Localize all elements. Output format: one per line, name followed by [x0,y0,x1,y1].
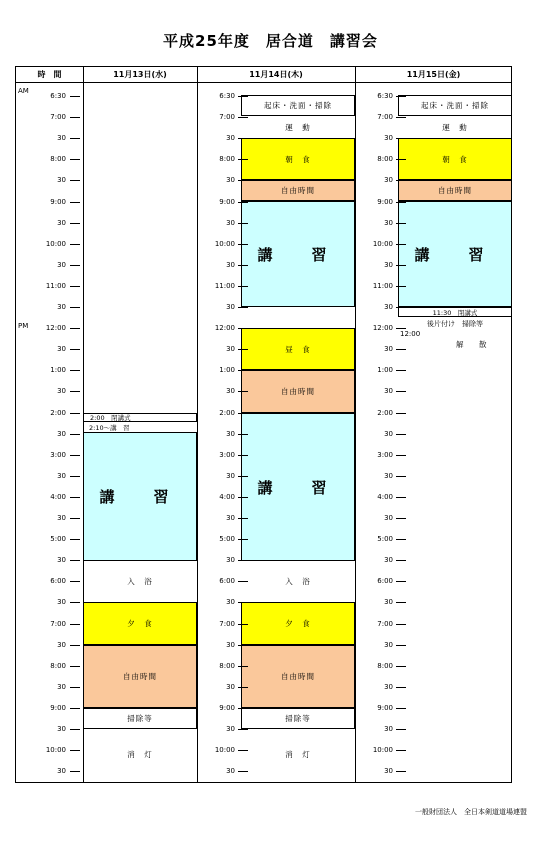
time-tick-label: 30 [57,598,66,607]
time-tick-mark [70,581,80,582]
day2-free-time-pm: 自由時間 [241,370,355,413]
time-tick-label: 9:00 [219,703,235,712]
day3-closing-ceremony: 11:30 閉講式 [398,307,512,317]
time-tick-mark [396,518,406,519]
time-tick-label: 10:00 [214,239,235,248]
time-tick-label: 30 [226,767,235,776]
time-tick-label: 12:00 [45,324,66,333]
time-tick-mark [70,771,80,772]
time-tick-mark [238,202,248,203]
time-tick-label: 30 [57,725,66,733]
time-tick-label: 7:00 [377,113,393,122]
time-tick-mark [238,349,248,350]
time-tick-label: 30 [384,514,393,522]
time-tick-label: 2:00 [219,408,235,417]
time-tick-label: 30 [57,260,66,269]
time-tick-label: 30 [384,767,393,776]
time-tick-label: 5:00 [219,535,235,544]
time-tick-mark [238,518,248,519]
day-header-2: 11月14日(木) [197,67,355,83]
time-tick-mark [70,202,80,203]
time-tick-label: 2:00 [377,408,393,417]
time-tick-label: 6:00 [377,577,393,586]
time-tick-label: 30 [384,345,393,354]
day1-lights-out: 消 灯 [127,750,153,759]
time-tick-mark [70,180,80,181]
day2-lights-out: 消 灯 [285,750,311,759]
day1-cleaning: 掃除等 [83,708,197,729]
time-tick-mark [396,581,406,582]
footer-organization: 一般財団法人 全日本剣道道場連盟 [415,808,527,816]
time-tick-mark [396,750,406,751]
time-tick-label: 30 [57,514,66,522]
time-tick-label: 8:00 [219,661,235,670]
time-tick-label: 30 [57,345,66,354]
time-tick-mark [238,666,248,667]
time-tick-mark [396,370,406,371]
time-tick-mark [396,476,406,477]
day1-free-time: 自由時間 [83,645,197,708]
time-tick-label: 30 [57,682,66,691]
time-tick-mark [238,729,248,730]
time-tick-mark [396,138,406,139]
time-tick-label: 30 [384,387,393,396]
time-tick-label: 12:00 [214,324,235,333]
day2-lunch: 昼 食 [241,328,355,370]
day2-dinner: 夕 食 [241,602,355,645]
time-tick-mark [396,602,406,603]
time-tick-label: 30 [384,134,393,143]
time-tick-mark [238,434,248,435]
time-tick-label: 10:00 [372,239,393,248]
am-label: AM [18,87,29,95]
time-tick-mark [70,666,80,667]
time-tick-mark [70,602,80,603]
time-tick-mark [70,138,80,139]
day2-breakfast: 朝 食 [241,138,355,180]
day-header-3: 11月15日(金) [355,67,512,83]
time-tick-mark [70,244,80,245]
page-title: 平成25年度 居合道 講習会 [163,32,378,50]
time-tick-label: 1:00 [377,366,393,375]
time-tick-label: 7:00 [50,113,66,122]
time-tick-mark [70,687,80,688]
time-tick-label: 6:30 [50,92,66,100]
time-tick-mark [70,307,80,308]
time-tick-label: 9:00 [50,703,66,712]
time-tick-mark [396,539,406,540]
time-tick-label: 7:00 [50,619,66,628]
time-tick-mark [396,666,406,667]
day2-lecture-am: 講 習 [241,201,355,307]
pm-label: PM [18,322,29,330]
time-tick-label: 6:00 [219,577,235,586]
day2-bath: 入 浴 [285,577,311,586]
time-tick-mark [396,244,406,245]
time-tick-mark [396,223,406,224]
time-tick-mark [70,117,80,118]
time-tick-label: 8:00 [377,661,393,670]
time-tick-label: 8:00 [219,155,235,164]
time-tick-mark [238,286,248,287]
day-header-1: 11月13日(水) [83,67,197,83]
day2-free-time-evening: 自由時間 [241,645,355,708]
time-tick-mark [70,286,80,287]
time-tick-label: 30 [226,345,235,354]
time-tick-label: 11:00 [214,281,235,290]
time-tick-label: 30 [226,682,235,691]
time-tick-label: 4:00 [377,492,393,501]
time-tick-mark [238,370,248,371]
time-tick-mark [70,560,80,561]
time-tick-mark [238,455,248,456]
time-tick-label: 30 [384,218,393,227]
time-tick-label: 30 [57,176,66,185]
time-tick-label: 30 [384,260,393,269]
time-tick-mark [238,708,248,709]
time-tick-mark [238,687,248,688]
time-tick-label: 30 [384,429,393,438]
time-tick-mark [70,518,80,519]
time-tick-mark [396,96,406,97]
day3-dismissal: 解 散 [456,340,491,349]
time-tick-mark [396,560,406,561]
time-tick-label: 9:00 [377,703,393,712]
time-tick-mark [70,370,80,371]
time-tick-label: 1:00 [219,366,235,375]
day1-lecture-block: 講 習 [83,432,197,561]
time-tick-mark [238,581,248,582]
time-tick-mark [238,159,248,160]
time-tick-mark [70,391,80,392]
day3-free-time-am: 自由時間 [398,180,512,201]
time-tick-label: 8:00 [50,155,66,164]
time-tick-label: 30 [384,598,393,607]
time-tick-label: 11:00 [45,281,66,290]
time-tick-label: 30 [384,725,393,733]
time-tick-mark [238,391,248,392]
day3-breakfast: 朝 食 [398,138,512,180]
time-tick-mark [238,624,248,625]
day1-dinner: 夕 食 [83,602,197,645]
time-tick-label: 3:00 [50,450,66,459]
time-tick-mark [396,771,406,772]
time-tick-label: 12:00 [372,324,393,333]
time-tick-mark [70,497,80,498]
day1-lecture-start: 2:10～講 習 [89,423,130,432]
day2-wake-up: 起床・洗面・掃除 [241,95,355,116]
time-tick-mark [70,750,80,751]
time-tick-mark [396,328,406,329]
time-tick-label: 30 [226,640,235,649]
time-tick-label: 1:00 [50,366,66,375]
day2-cleaning: 掃除等 [241,708,355,729]
time-tick-mark [396,159,406,160]
time-tick-mark [70,159,80,160]
time-tick-label: 30 [384,303,393,311]
time-tick-mark [396,455,406,456]
time-tick-mark [396,307,406,308]
time-tick-label: 4:00 [219,492,235,501]
time-tick-label: 30 [57,387,66,396]
day3-lecture: 講 習 [398,201,512,307]
time-tick-mark [396,349,406,350]
time-tick-label: 3:00 [219,450,235,459]
time-tick-label: 30 [384,640,393,649]
time-tick-label: 6:30 [219,92,235,100]
time-tick-label: 30 [226,303,235,311]
time-tick-mark [396,497,406,498]
time-tick-mark [238,307,248,308]
time-tick-label: 30 [226,598,235,607]
time-tick-label: 7:00 [219,619,235,628]
time-tick-mark [70,539,80,540]
time-tick-label: 6:30 [377,92,393,100]
time-tick-mark [70,624,80,625]
time-tick-label: 30 [384,556,393,565]
time-tick-label: 2:00 [50,408,66,417]
schedule-table [15,66,512,783]
time-tick-mark [70,708,80,709]
time-tick-mark [70,328,80,329]
time-tick-mark [238,645,248,646]
time-tick-mark [238,476,248,477]
time-tick-label: 10:00 [372,746,393,755]
time-tick-mark [238,138,248,139]
time-tick-mark [238,750,248,751]
day3-cleanup: 後片付け 掃除等 [427,320,483,328]
time-tick-mark [396,708,406,709]
time-tick-mark [396,729,406,730]
time-tick-mark [70,413,80,414]
time-tick-label: 7:00 [219,113,235,122]
time-tick-mark [396,180,406,181]
time-tick-mark [396,624,406,625]
time-tick-mark [238,244,248,245]
time-tick-mark [238,497,248,498]
time-tick-label: 30 [226,134,235,143]
time-tick-label: 10:00 [45,746,66,755]
column-divider [355,67,356,782]
time-tick-label: 9:00 [377,197,393,206]
time-tick-mark [396,434,406,435]
time-tick-label: 3:00 [377,450,393,459]
time-tick-label: 30 [57,556,66,565]
time-tick-mark [238,328,248,329]
time-tick-label: 5:00 [377,535,393,544]
day3-noon-time: 12:00 [400,330,421,338]
time-tick-label: 30 [384,471,393,480]
time-tick-label: 30 [226,514,235,522]
column-divider [197,67,198,782]
time-tick-mark [70,455,80,456]
day3-wake-up: 起床・洗面・掃除 [398,95,512,116]
day3-exercise: 運 動 [442,123,468,132]
time-tick-mark [396,117,406,118]
time-tick-label: 30 [384,176,393,185]
time-tick-label: 30 [57,218,66,227]
time-tick-label: 30 [226,556,235,565]
day1-closing-ceremony: 2:00 閉講式 [83,413,197,422]
time-tick-mark [70,96,80,97]
time-tick-label: 30 [226,725,235,733]
day2-lecture-pm: 講 習 [241,413,355,561]
day2-exercise: 運 動 [285,123,311,132]
time-tick-label: 11:00 [372,281,393,290]
time-tick-mark [396,687,406,688]
time-tick-mark [238,180,248,181]
time-tick-label: 30 [226,218,235,227]
time-tick-label: 5:00 [50,535,66,544]
time-tick-mark [396,286,406,287]
time-tick-label: 30 [57,767,66,776]
time-tick-mark [238,96,248,97]
time-tick-label: 9:00 [219,197,235,206]
day1-bath: 入 浴 [127,577,153,586]
time-tick-label: 8:00 [377,155,393,164]
time-column-header: 時 間 [16,67,83,83]
time-tick-mark [70,729,80,730]
time-tick-label: 4:00 [50,492,66,501]
time-tick-mark [238,539,248,540]
time-tick-mark [70,434,80,435]
time-tick-label: 9:00 [50,197,66,206]
time-tick-label: 30 [226,387,235,396]
time-tick-label: 7:00 [377,619,393,628]
time-tick-mark [238,265,248,266]
time-tick-mark [70,476,80,477]
time-tick-label: 30 [384,682,393,691]
time-tick-mark [70,265,80,266]
time-tick-label: 30 [57,134,66,143]
time-tick-mark [238,771,248,772]
time-tick-mark [396,413,406,414]
time-tick-mark [238,602,248,603]
time-tick-mark [70,349,80,350]
time-tick-label: 30 [57,429,66,438]
time-tick-mark [238,117,248,118]
time-tick-mark [70,645,80,646]
time-tick-mark [238,560,248,561]
time-tick-mark [238,413,248,414]
time-tick-label: 10:00 [45,239,66,248]
time-tick-mark [70,223,80,224]
time-tick-label: 30 [226,429,235,438]
time-tick-label: 6:00 [50,577,66,586]
time-tick-label: 30 [226,471,235,480]
time-tick-mark [238,223,248,224]
day2-free-time-am: 自由時間 [241,180,355,201]
time-tick-mark [396,391,406,392]
time-tick-mark [396,202,406,203]
time-tick-label: 10:00 [214,746,235,755]
time-tick-mark [396,645,406,646]
time-tick-mark [396,265,406,266]
time-tick-label: 30 [57,303,66,311]
time-tick-label: 30 [57,640,66,649]
time-tick-label: 30 [57,471,66,480]
time-tick-label: 30 [226,260,235,269]
time-tick-label: 8:00 [50,661,66,670]
time-tick-label: 30 [226,176,235,185]
